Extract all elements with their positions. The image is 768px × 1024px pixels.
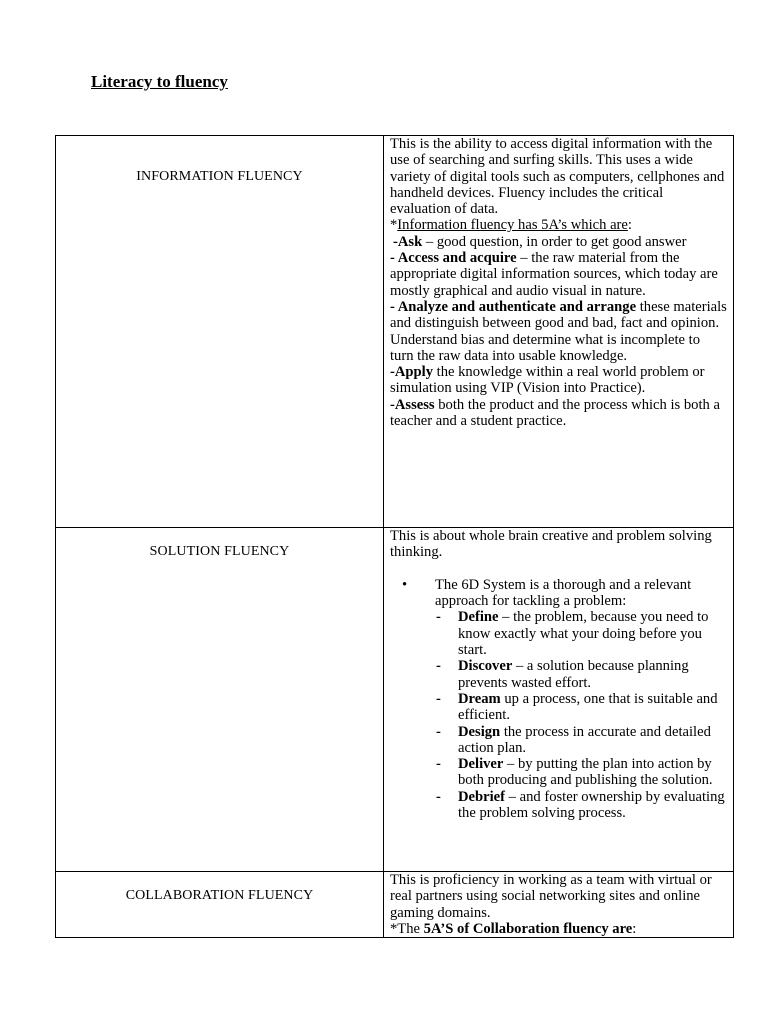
- item-term: Discover: [458, 658, 513, 675]
- dash-list: [390, 609, 727, 821]
- item-text: the process in accurate and detailed action plan.: [458, 723, 711, 756]
- item-term: Debrief: [458, 788, 506, 805]
- item-prefix: -: [393, 233, 398, 250]
- list-item: [390, 250, 727, 299]
- item-text: – a solution because planning prevents wasted effort.: [458, 658, 689, 691]
- five-a-heading: [390, 217, 727, 233]
- heading-prefix: *The: [390, 920, 424, 937]
- heading-text: Information fluency has 5A’s which are: [397, 217, 628, 234]
- bullet-dot-icon: •: [402, 576, 408, 593]
- fluency-name: COLLABORATION FLUENCY: [125, 888, 314, 903]
- fluency-description-cell: [384, 136, 734, 528]
- heading-text: 5A’S of Collaboration fluency are: [423, 920, 633, 937]
- item-prefix: -: [390, 396, 395, 413]
- heading-prefix: *: [390, 217, 398, 234]
- fluency-description-cell: [384, 872, 734, 938]
- document-title: Literacy to fluency: [91, 72, 228, 91]
- fluency-name: SOLUTION FLUENCY: [149, 544, 290, 559]
- fluency-name-cell: [56, 872, 384, 938]
- item-term: Design: [458, 723, 501, 740]
- heading-suffix: :: [627, 217, 632, 234]
- item-term: Assess: [394, 396, 435, 413]
- list-item: [390, 609, 727, 658]
- item-term: Ask: [397, 233, 423, 250]
- bullet-list: [390, 577, 727, 610]
- item-text: both the product and the process which is both a teacher and a student practice.: [390, 396, 720, 430]
- list-item: [390, 234, 727, 250]
- item-text: up a process, one that is suitable and efficient.: [458, 690, 718, 724]
- intro-text: This is proficiency in working as a team with virtual or real partners using social networking sites and online gaming domains.: [390, 872, 712, 921]
- list-item: [390, 397, 727, 430]
- item-text: – the problem, because you need to know exactly what your doing before you start.: [458, 609, 709, 659]
- intro-text: This is about whole brain creative and problem solving thinking.: [390, 528, 712, 561]
- dash-icon: -: [436, 690, 441, 707]
- item-prefix: -: [390, 250, 398, 267]
- blank-line: [390, 561, 727, 577]
- item-text: – good question, in order to get good answer: [422, 233, 687, 250]
- item-text: the knowledge within a real world problem or simulation using VIP (Vision into Practice).: [390, 364, 705, 397]
- item-term: Analyze and authenticate and arrange: [397, 298, 637, 315]
- list-item: [390, 789, 727, 822]
- list-item: [390, 364, 727, 397]
- table-row-solution-fluency: [56, 528, 734, 872]
- item-term: Dream: [458, 690, 501, 707]
- item-term: Apply: [394, 364, 433, 381]
- list-item: [390, 658, 727, 691]
- bullet-text: The 6D System is a thorough and a relevant approach for tackling a problem:: [435, 576, 692, 610]
- dash-icon: -: [436, 723, 441, 740]
- item-prefix: -: [390, 298, 398, 315]
- dash-icon: -: [436, 658, 441, 675]
- five-a-heading: [390, 921, 727, 937]
- item-text: – by putting the plan into action by both producing and publishing the solution.: [458, 756, 713, 789]
- fluency-name-cell: [56, 136, 384, 528]
- dash-icon: -: [436, 609, 441, 626]
- table-row-information-fluency: [56, 136, 734, 528]
- fluency-name: INFORMATION FLUENCY: [136, 169, 303, 184]
- bullet-item: [390, 577, 727, 610]
- item-term: Define: [458, 609, 499, 626]
- item-prefix: -: [390, 364, 395, 381]
- fluency-description-cell: [384, 528, 734, 872]
- item-term: Access and acquire: [397, 250, 517, 267]
- fluency-name-cell: [56, 528, 384, 872]
- list-item: [390, 299, 727, 364]
- fluency-table: [55, 135, 734, 938]
- item-text: – and foster ownership by evaluating the problem solving process.: [458, 788, 725, 822]
- dash-icon: -: [436, 756, 441, 773]
- item-text: – the raw material from the appropriate digital information sources, which today are mostly graphical and audio visual in nature.: [390, 250, 718, 299]
- table-row-collaboration-fluency: [56, 872, 734, 938]
- dash-icon: -: [436, 788, 441, 805]
- item-text: these materials and distinguish between good and bad, fact and opinion. Understand bias and determine what is incomplete to turn the raw data into usable knowledge.: [390, 298, 727, 364]
- intro-text: This is the ability to access digital information with the use of searching and surfing skills. This uses a wide variety of digital tools such as computers, cellphones and handheld devices. Fluency includes the critical evaluation of data.: [390, 136, 725, 218]
- heading-suffix: :: [632, 920, 637, 937]
- item-term: Deliver: [458, 756, 504, 773]
- list-item: [390, 724, 727, 757]
- list-item: [390, 691, 727, 724]
- list-item: [390, 756, 727, 789]
